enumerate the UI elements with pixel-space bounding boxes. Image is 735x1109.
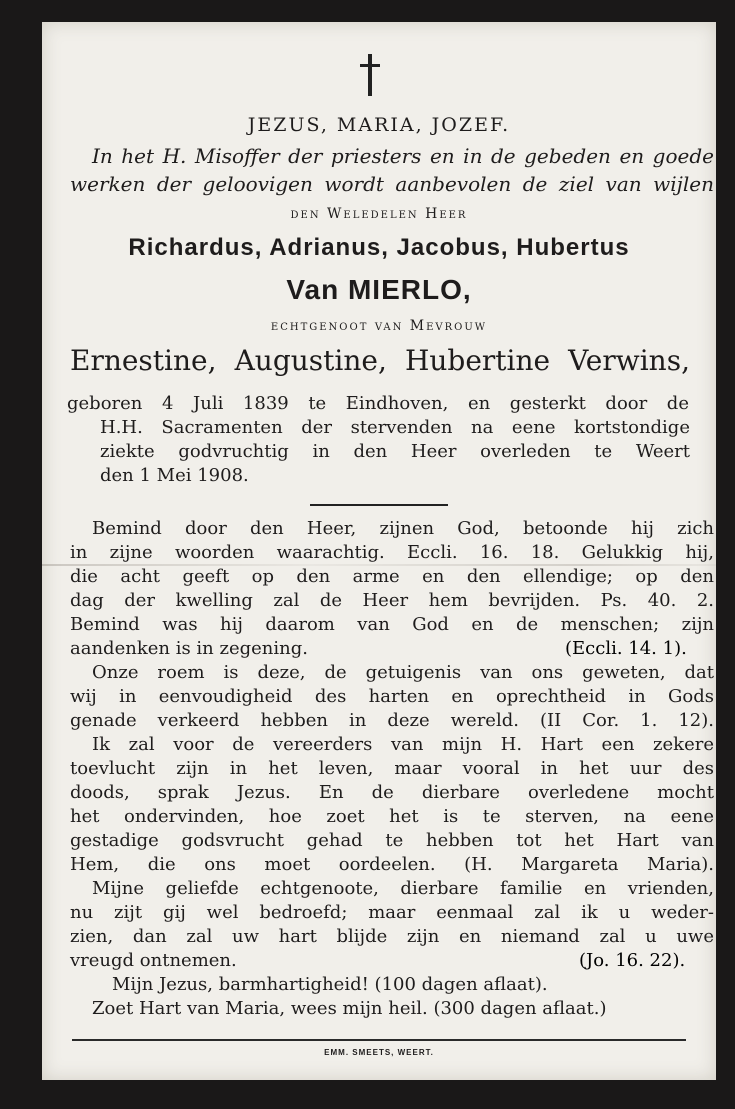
meditation-line: Bemind was hij daarom van God en de menschen; zijn (70, 614, 714, 635)
meditation-line: toevlucht zijn in het leven, maar vooral in het uur des (70, 758, 714, 779)
spouse-name: Ernestine, Augustine, Hubertine Verwins, (70, 344, 690, 377)
meditation-line: wij in eenvoudigheid des harten en oprechtheid in Gods (70, 686, 714, 707)
meditation-line: vreugd ontnemen. (70, 950, 237, 971)
meditation-line: in zijne woorden waarachtig. Eccli. 16. 18. Gelukkig hij, (70, 542, 714, 563)
biography-line: H.H. Sacramenten der stervenden na eene kortstondige (100, 417, 690, 438)
deceased-surname: Van MIERLO, (286, 274, 472, 305)
intro-line-2: werken der geloovigen wordt aanbevolen de ziel van wijlen (70, 172, 714, 196)
indulgence-prayer: Mijn Jezus, barmhartigheid! (100 dagen aflaat). (112, 974, 548, 995)
meditation-line: aandenken is in zegening. (70, 638, 308, 659)
indulgence-prayer: Zoet Hart van Maria, wees mijn heil. (300 dagen aflaat.) (92, 998, 607, 1019)
meditation-line: dag der kwelling zal de Heer hem bevrijden. Ps. 40. 2. (70, 590, 714, 611)
deceased-given-names: Richardus, Adrianus, Jacobus, Hubertus (128, 234, 630, 261)
cross-icon (360, 54, 380, 96)
intro-line-1: In het H. Misoffer der priesters en in de gebeden en goede (92, 144, 714, 168)
meditation-line: nu zijt gij wel bedroefd; maar eenmaal zal ik u weder- (70, 902, 714, 923)
invocation: JEZUS, MARIA, JOZEF. (247, 114, 511, 136)
meditation-line: Mijne geliefde echtgenoote, dierbare familie en vrienden, (92, 878, 714, 899)
honorific-title: den Weledelen Heer (290, 206, 468, 222)
meditation-line: zien, dan zal uw hart blijde zijn en niemand zal u uwe (70, 926, 714, 947)
meditation-line: die acht geeft op den arme en den ellendige; op den (70, 566, 714, 587)
meditation-line: gestadige godsvrucht gehad te hebben tot het Hart van (70, 830, 714, 851)
bottom-rule (72, 1039, 686, 1041)
spouse-title: echtgenoot van Mevrouw (270, 318, 488, 334)
card-paper (42, 22, 716, 1080)
meditation-line: Onze roem is deze, de getuigenis van ons geweten, dat (92, 662, 714, 683)
meditation-line: doods, sprak Jezus. En de dierbare overledene mocht (70, 782, 714, 803)
printer-imprint: EMM. SMEETS, WEERT. (324, 1048, 434, 1057)
divider (310, 504, 448, 506)
biography-line: geboren 4 Juli 1839 te Eindhoven, en gesterkt door de (67, 393, 689, 414)
scripture-reference: (Eccli. 14. 1). (565, 638, 687, 659)
meditation-line: het ondervinden, hoe zoet het is te sterven, na eene (70, 806, 714, 827)
biography-line: den 1 Mei 1908. (100, 465, 249, 486)
meditation-line: Hem, die ons moet oordeelen. (H. Margareta Maria). (70, 854, 714, 875)
meditation-line: Bemind door den Heer, zijnen God, betoonde hij zich (92, 518, 714, 539)
biography-line: ziekte godvruchtig in den Heer overleden te Weert (100, 441, 690, 462)
scripture-reference: (Jo. 16. 22). (579, 950, 686, 971)
meditation-line: genade verkeerd hebben in deze wereld. (II Cor. 1. 12). (70, 710, 714, 731)
meditation-line: Ik zal voor de vereerders van mijn H. Hart een zekere (92, 734, 714, 755)
